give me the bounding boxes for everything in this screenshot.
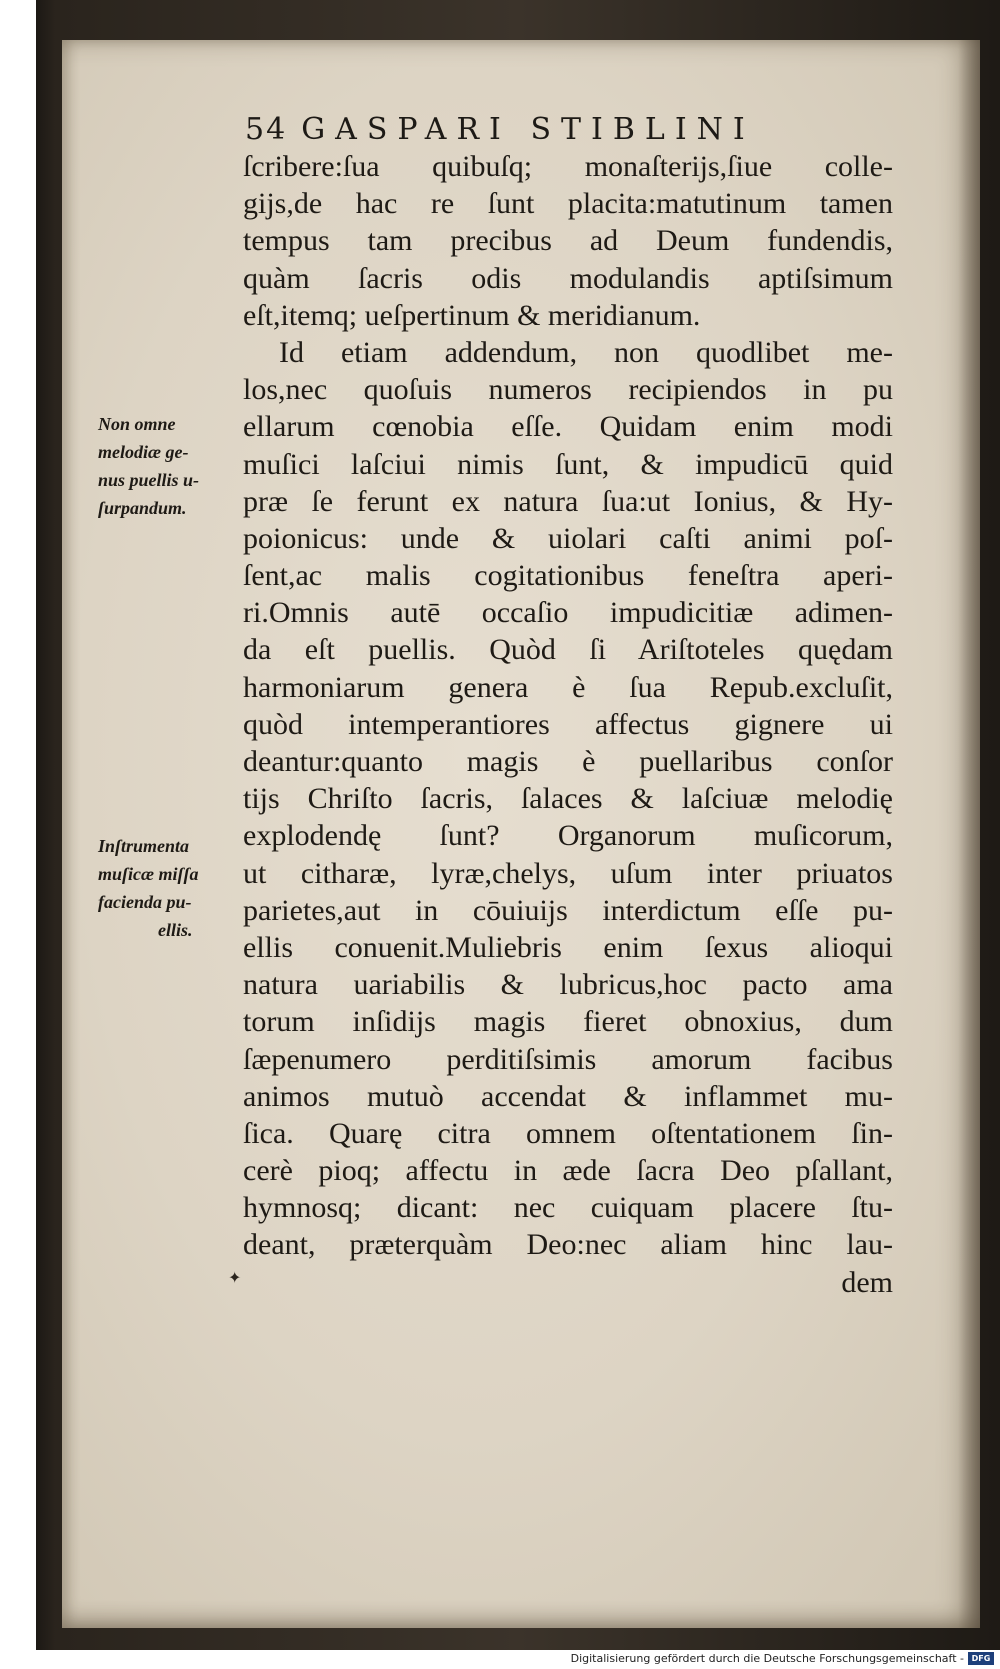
text-line: ellis conuenit.Muliebris enim ſexus alioqui xyxy=(243,930,893,964)
catchword: dem xyxy=(841,1265,893,1299)
page-number: 54 xyxy=(245,112,288,147)
text-line: torum inſidijs magis fieret obnoxius, dum xyxy=(243,1005,893,1039)
text-line: præ ſe ferunt ex natura ſua:ut Ionius, & Hy- xyxy=(243,484,893,518)
text-line: ſæpenumero perditiſsimis amorum facibus xyxy=(243,1042,893,1076)
text-line: cerè pioq; affectu in æde ſacra Deo pſallant, xyxy=(243,1154,893,1188)
text-line: ellarum cœnobia eſſe. Quidam enim modi xyxy=(243,410,893,444)
ink-mark-icon: ✦ xyxy=(228,1268,242,1287)
dfg-logo: DFG xyxy=(968,1652,994,1665)
text-line: quàm ſacris odis modulandis aptiſsimum xyxy=(243,261,893,295)
margin-note-line: ſurpandum. xyxy=(98,498,187,518)
text-line: hymnosq; dicant: nec cuiquam placere ſtu- xyxy=(243,1191,893,1225)
text-line: tijs Chriſto ſacris, ſalaces & laſciuæ melodię xyxy=(243,782,893,816)
text-line: deantur:quanto magis è puellaribus conſor xyxy=(243,745,893,778)
margin-note-melody xyxy=(98,410,238,522)
margin-note-line: facienda pu- xyxy=(98,892,192,912)
margin-note-line: melodiæ ge- xyxy=(98,442,189,462)
text-line: da eſt puellis. Quòd ſi Ariſtoteles quędam xyxy=(243,633,893,667)
running-head-title: GASPARI STIBLINI xyxy=(301,112,755,147)
margin-note-line: Inſtrumenta xyxy=(98,836,190,856)
margin-note-line: ellis. xyxy=(158,920,193,940)
margin-note-line: nus puellis u- xyxy=(98,470,200,490)
text-line: parietes,aut in cōuiuijs interdictum eſſe pu- xyxy=(243,893,893,927)
running-head xyxy=(245,112,755,147)
text-line: ri.Omnis autē occaſio impudicitiæ adimen- xyxy=(243,596,893,630)
text-line: eſt,itemq; ueſpertinum & meridianum. xyxy=(243,298,701,332)
funding-credit: Digitalisierung gefördert durch die Deutsche Forschungsgemeinschaft - xyxy=(570,1652,964,1665)
text-line: Id etiam addendum, non quodlibet me- xyxy=(279,335,893,369)
text-line: ſica. Quarę citra omnem oſtentationem ſin- xyxy=(243,1116,893,1150)
text-line: poionicus: unde & uiolari caſti animi poſ- xyxy=(243,521,893,555)
text-line: gijs,de hac re ſunt placita:matutinum tamen xyxy=(243,187,893,221)
page-edge-shadow xyxy=(958,40,980,1628)
text-line: natura uariabilis & lubricus,hoc pacto ama xyxy=(243,968,893,1002)
text-line: animos mutuò accendat & inflammet mu- xyxy=(243,1079,893,1113)
body-text xyxy=(243,148,893,1301)
text-line: quòd intemperantiores affectus gignere ui xyxy=(243,707,893,741)
digitization-footer xyxy=(0,1650,1000,1669)
margin-note-line: muſicæ miſſa xyxy=(98,864,199,884)
text-line: tempus tam precibus ad Deum fundendis, xyxy=(243,224,893,258)
text-line: los,nec quoſuis numeros recipiendos in pu xyxy=(243,373,893,407)
margin-note-instruments xyxy=(98,832,238,944)
text-line: harmoniarum genera è ſua Repub.excluſit, xyxy=(243,670,893,704)
text-line: ut citharæ, lyræ,chelys, uſum inter priuatos xyxy=(243,856,893,890)
text-line: ſcribere:ſua quibuſq; monaſterijs,ſiue colle- xyxy=(243,150,893,183)
text-line: explodendę ſunt? Organorum muſicorum, xyxy=(243,819,893,853)
text-line: deant, præterquàm Deo:nec aliam hinc lau- xyxy=(243,1228,893,1262)
text-line: ſent,ac malis cogitationibus feneſtra aperi- xyxy=(243,559,893,593)
text-line: muſici laſciui nimis ſunt, & impudicū quid xyxy=(243,447,893,481)
margin-note-line: Non omne xyxy=(98,414,176,434)
